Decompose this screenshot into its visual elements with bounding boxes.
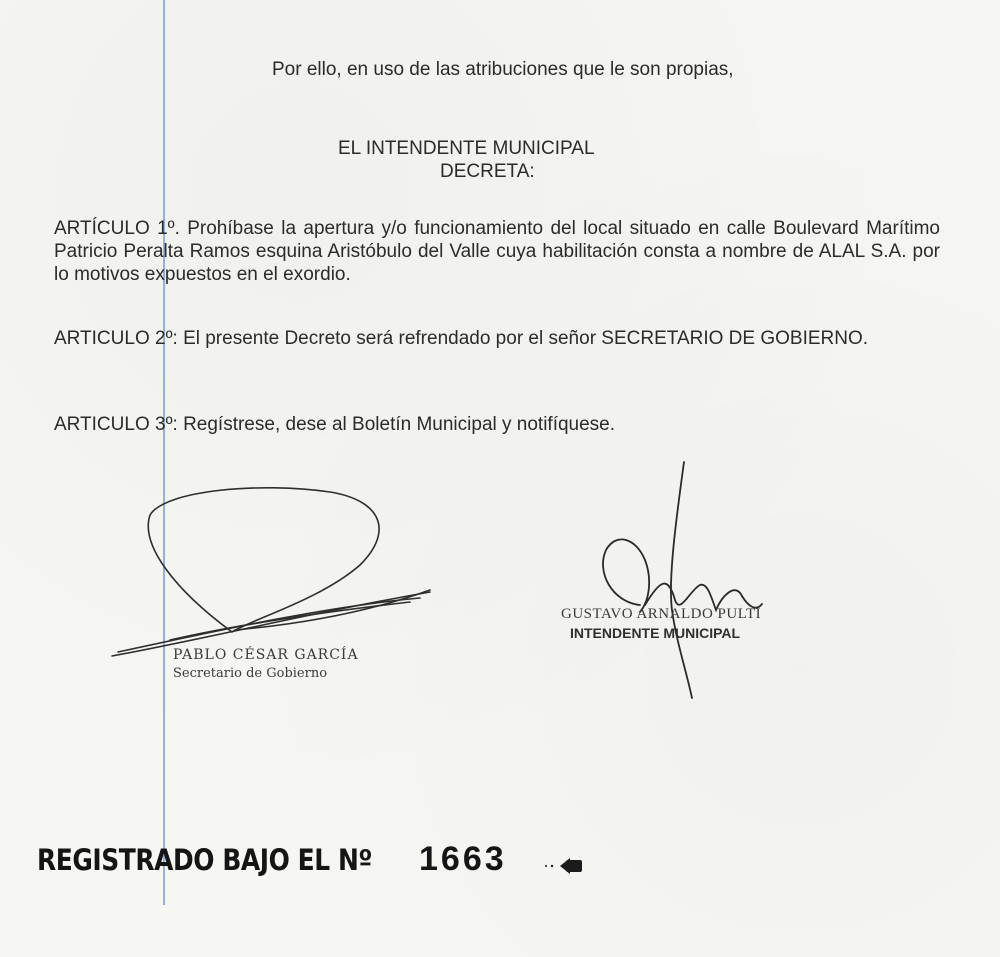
intro-text: Por ello, en uso de las atribuciones que le son propias,	[272, 59, 734, 80]
stamp-smudge	[545, 858, 582, 874]
right-signature	[603, 462, 762, 698]
decree-subheading: DECRETA:	[440, 161, 535, 182]
article-2: ARTICULO 2º: El presente Decreto será refrendado por el señor SECRETARIO DE GOBIERNO.	[54, 328, 869, 349]
left-signature	[112, 488, 430, 656]
right-signatory-role: INTENDENTE MUNICIPAL	[570, 625, 741, 641]
left-signatory-role: Secretario de Gobierno	[173, 666, 328, 681]
article-1: ARTÍCULO 1º. Prohíbase la apertura y/o funcionamiento del local situado en calle Boulevard Marítimo Patricio Peralta Ramos esquina Aristóbulo del Valle cuya habilitación consta a nombre de ALAL S.A. por lo motivos expuestos en el exordio.	[54, 218, 940, 285]
decree-heading: EL INTENDENTE MUNICIPAL	[338, 138, 595, 159]
registration-number: 1663	[419, 840, 507, 878]
right-signatory-name: GUSTAVO ARNALDO PULTI	[561, 606, 762, 622]
article-3: ARTICULO 3º: Regístrese, dese al Boletín Municipal y notifíquese.	[54, 414, 616, 435]
left-signatory-name: PABLO CÉSAR GARCÍA	[173, 647, 359, 663]
registration-label: REGISTRADO BAJO EL Nº	[37, 843, 373, 877]
